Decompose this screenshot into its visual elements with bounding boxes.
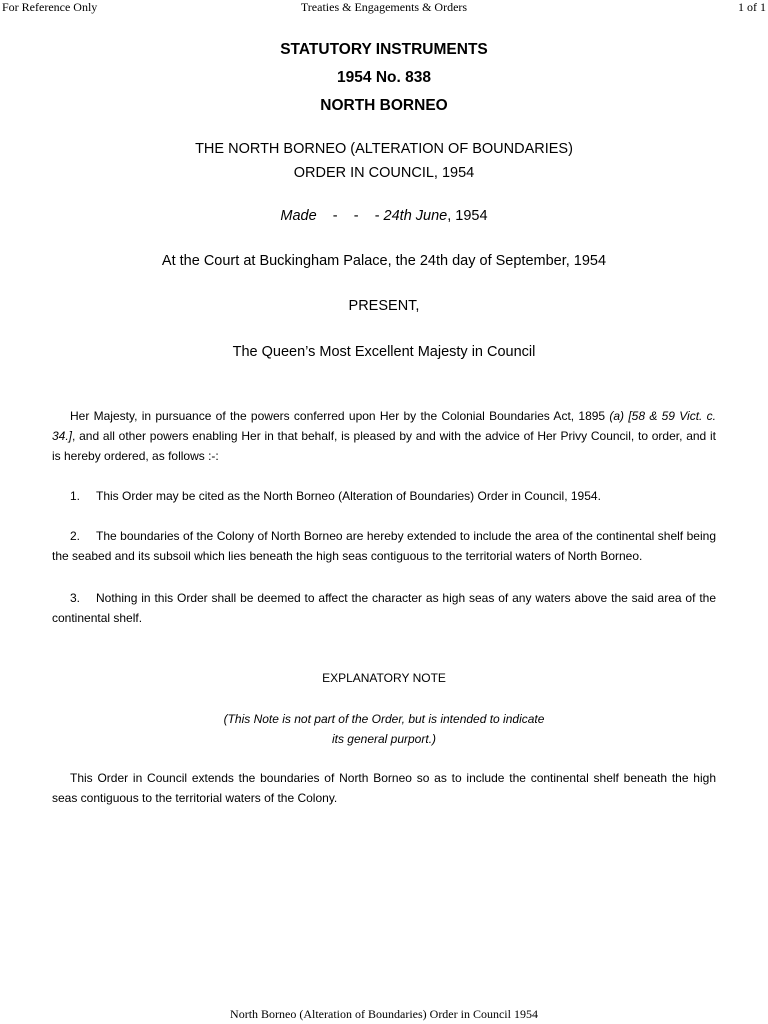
order-title-line-2: ORDER IN COUNCIL, 1954 — [293, 165, 475, 181]
made-dashes: - - - — [316, 208, 384, 224]
explanatory-subtitle-line-2: its general purport.) — [331, 732, 437, 746]
explanatory-note-text: This Order in Council extends the boundaries of North Borneo so as to include the continental shelf beneath the high seas contiguous to the territorial waters of the Colony. — [52, 771, 716, 805]
order-paragraph-1 — [52, 486, 716, 506]
explanatory-subtitle-line-1: (This Note is not part of the Order, but is intended to indicate — [223, 712, 545, 726]
header-reference-note: For Reference Only — [2, 0, 98, 14]
intro-paragraph — [52, 406, 716, 466]
territory-title: NORTH BORNEO — [320, 97, 448, 114]
paragraph-number: 2. — [70, 529, 81, 543]
paragraph-number: 1. — [70, 489, 81, 503]
order-title-line-1: THE NORTH BORNEO (ALTERATION OF BOUNDARIES) — [195, 141, 573, 157]
made-label: Made — [280, 208, 317, 224]
intro-text-part-1: Her Majesty, in pursuance of the powers conferred upon Her by the Colonial Boundaries Act, 1895 — [70, 409, 610, 423]
present-heading: PRESENT, — [348, 298, 420, 314]
order-paragraph-2 — [52, 526, 716, 566]
paragraph-text: The boundaries of the Colony of North Borneo are hereby extended to include the area of the continental shelf being the seabed and its subsoil which lies beneath the high seas contiguous to the territorial waters of North Borneo. — [52, 529, 716, 563]
page-footer: North Borneo (Alteration of Boundaries) Order in Council 1954 — [230, 1007, 538, 1021]
header-page-count: 1 of 1 — [738, 0, 766, 14]
made-year: , 1954 — [447, 208, 488, 224]
intro-act-reference: (a) [58 & 59 Vict. c. 34.] — [52, 409, 716, 443]
order-paragraph-3 — [52, 588, 716, 628]
page-header — [0, 0, 768, 14]
court-statement: At the Court at Buckingham Palace, the 24th day of September, 1954 — [161, 253, 607, 269]
order-title — [0, 137, 768, 185]
made-date: 24th June — [383, 208, 448, 224]
instrument-number: 1954 No. 838 — [337, 69, 431, 86]
intro-text-part-2: , and all other powers enabling Her in that behalf, is pleased by and with the advice of Her Privy Council, to order, and it is hereby ordered, as follows :-: — [52, 429, 716, 463]
made-date-line — [0, 206, 768, 226]
header-collection-title: Treaties & Engagements & Orders — [300, 0, 468, 14]
paragraph-number: 3. — [70, 591, 81, 605]
explanatory-note-heading: EXPLANATORY NOTE — [322, 671, 446, 685]
paragraph-text: This Order may be cited as the North Borneo (Alteration of Boundaries) Order in Council, 1954. — [96, 489, 601, 503]
majesty-in-council: The Queen’s Most Excellent Majesty in Council — [232, 344, 536, 360]
paragraph-text: Nothing in this Order shall be deemed to affect the character as high seas of any waters above the said area of the continental shelf. — [52, 591, 716, 625]
document-series-title: STATUTORY INSTRUMENTS — [280, 41, 488, 58]
explanatory-note-subtitle — [0, 709, 768, 749]
